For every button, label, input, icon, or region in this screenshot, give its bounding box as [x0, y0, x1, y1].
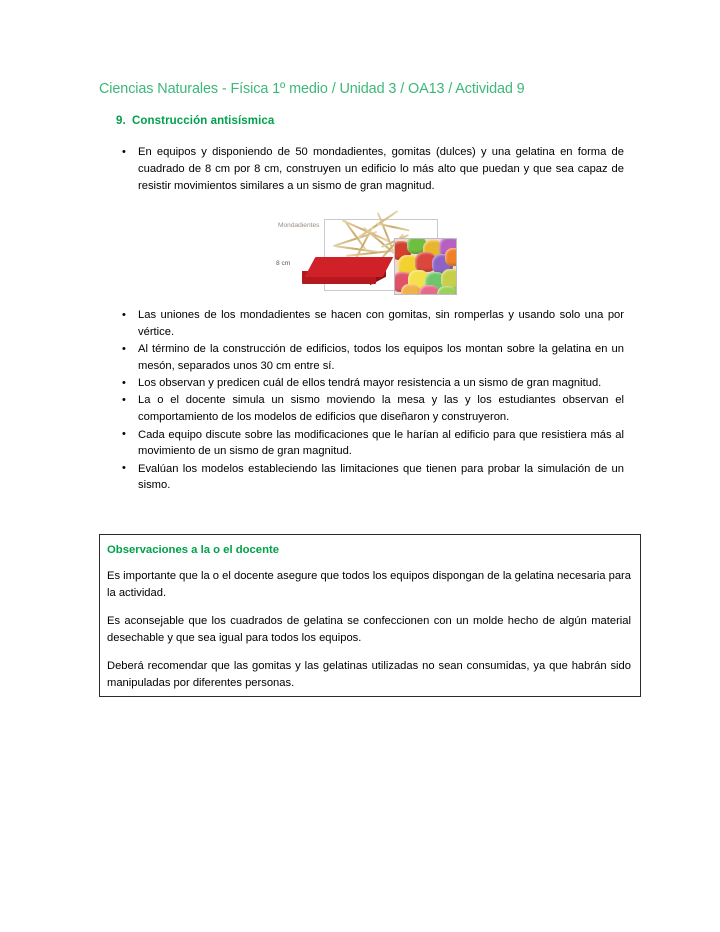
list-item	[116, 375, 624, 392]
list-item	[116, 341, 624, 375]
observations-title: Observaciones a la o el docente	[107, 544, 280, 556]
list-item-text: Evalúan los modelos estableciendo las limitaciones que tienen para probar la simulación de un sismo.	[138, 462, 624, 492]
page-title: Ciencias Naturales - Física 1º medio / Unidad 3 / OA13 / Actividad 9	[99, 81, 525, 97]
observations-paragraph: Deberá recomendar que las gomitas y las gelatinas utilizadas no sean consumidas, ya que habrán sido manipuladas por diferentes personas.	[107, 660, 631, 689]
intro-bullet-list	[116, 144, 624, 194]
materials-illustration	[272, 219, 468, 301]
gelatin-block-icon	[302, 257, 396, 291]
observations-body	[107, 568, 631, 691]
toothpicks-label: Mondadientes	[278, 222, 320, 229]
list-item	[116, 427, 624, 461]
list-item-text: Los observan y predicen cuál de ellos tendrá mayor resistencia a un sismo de gran magnitud.	[138, 377, 602, 390]
list-item	[116, 392, 624, 426]
list-item	[116, 461, 624, 495]
list-item-text: Cada equipo discute sobre las modificaciones que le harían al edificio para que resistiera más al movimiento de un sismo de gran magnitud.	[138, 428, 624, 458]
observations-box	[99, 534, 641, 697]
list-item-text: Las uniones de los mondadientes se hacen con gomitas, sin romperlas y usando solo una por vértice.	[138, 309, 624, 338]
size-label: 8 cm	[276, 260, 291, 267]
list-item-text: En equipos y disponiendo de 50 mondadientes, gomitas (dulces) y una gelatina en forma de cuadrado de 8 cm por 8 cm, construyen un edificio lo más alto que puedan y que sea capaz de resistir movimientos similares a un sismo de gran magnitud.	[138, 146, 624, 192]
steps-bullet-list	[116, 307, 624, 495]
list-item	[116, 307, 624, 341]
gummies-photo	[394, 238, 457, 295]
observations-paragraph: Es importante que la o el docente asegure que todos los equipos dispongan de la gelatina necesaria para la actividad.	[107, 570, 631, 599]
section-number: 9.	[116, 115, 126, 127]
list-item-text: La o el docente simula un sismo moviendo la mesa y las y los estudiantes observan el comportamiento de los modelos de edificios que diseñaron y construyeron.	[138, 394, 624, 424]
gelatin-top	[305, 257, 394, 277]
observations-paragraph: Es aconsejable que los cuadrados de gelatina se confeccionen con un molde hecho de algún material desechable y que sea igual para todos los equipos.	[107, 615, 631, 644]
list-item-text: Al término de la construcción de edificios, todos los equipos los montan sobre la gelatina en un mesón, separados unos 30 cm entre sí.	[138, 343, 624, 372]
section-heading-label: Construcción antisísmica	[132, 115, 275, 127]
list-item	[116, 144, 624, 194]
section-heading	[116, 115, 274, 127]
